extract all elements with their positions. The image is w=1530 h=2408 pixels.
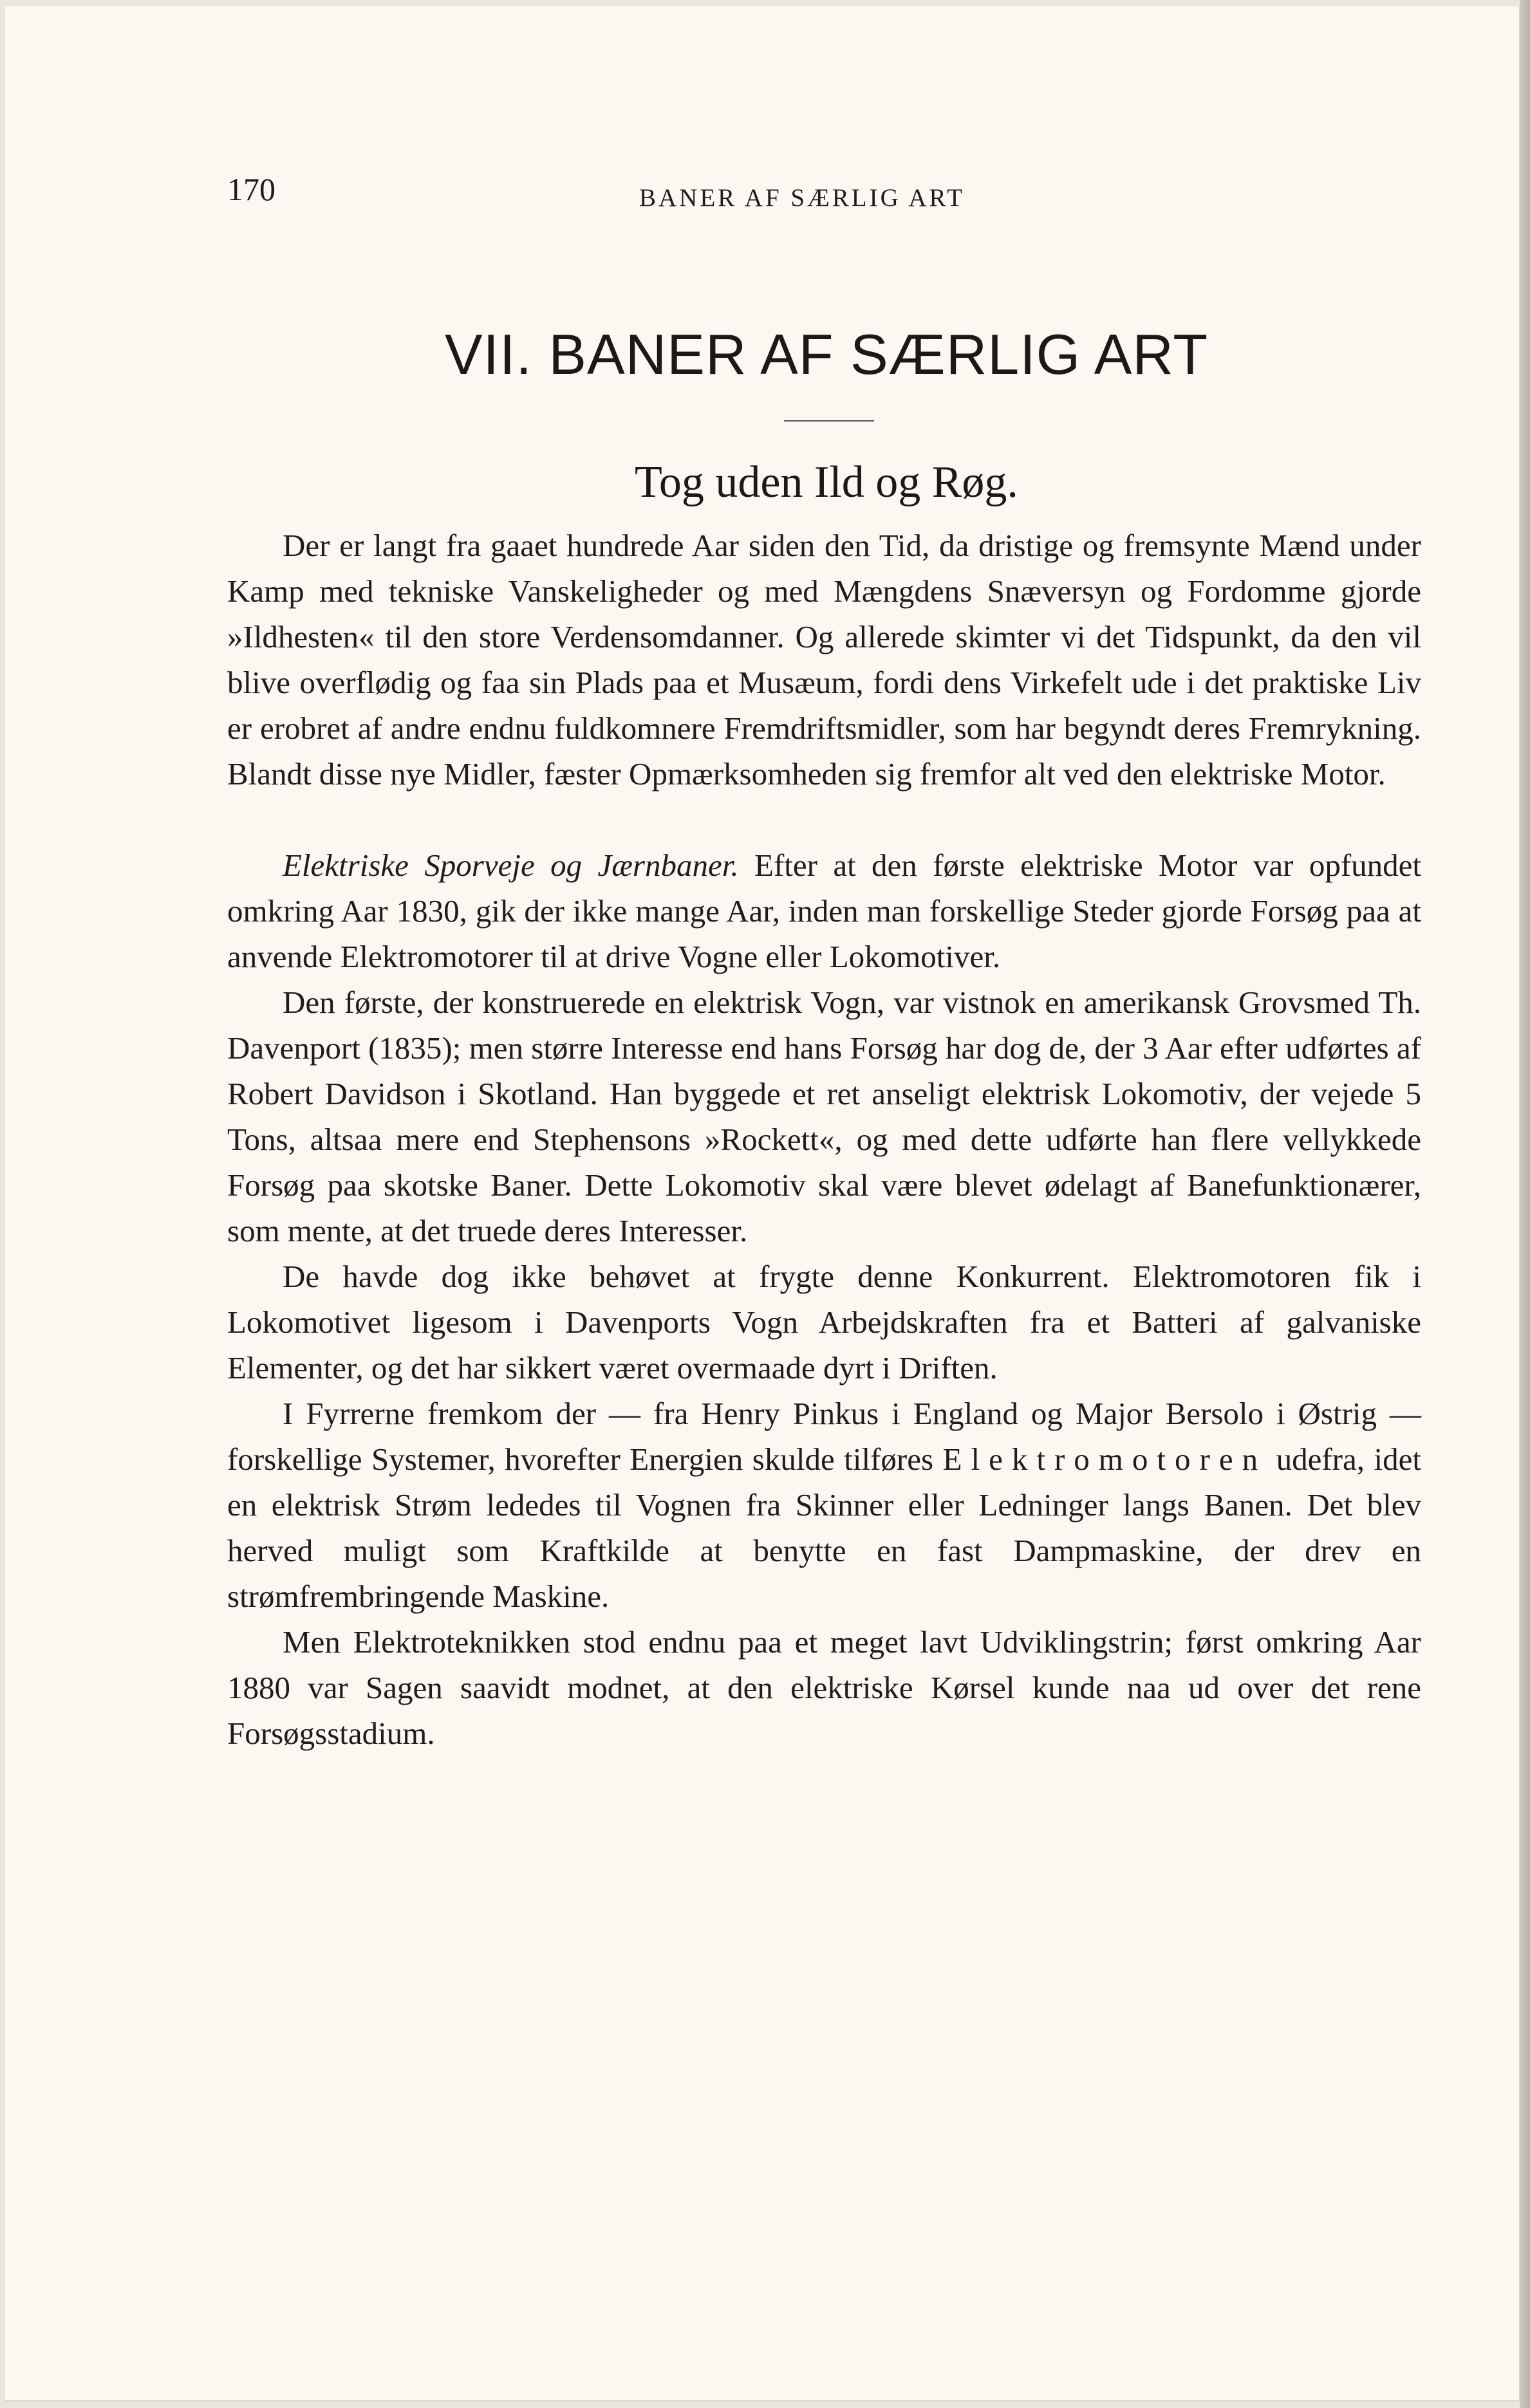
paragraph-text: udefra, idet en elektrisk Strøm lededes til Vognen fra Skinner eller Ledninger langs Banen. Det blev herved muligt som Kraftkilde at benytte en fast Dampmaskine, der drev en strømfrembringende Maskine. <box>227 1441 1421 1614</box>
page-number: 170 <box>227 171 275 207</box>
paragraph: Der er langt fra gaaet hundrede Aar siden den Tid, da dristige og fremsynte Mænd under Kamp med tekniske Vanskeligheder og med Mængdens Snæversyn og Fordomme gjorde »Ildhesten« til den store Verdensomdanner. Og allerede skimter vi det Tidspunkt, da den vil blive overflødig og faa sin Plads paa et Musæum, fordi dens Virkefelt ude i det praktiske Liv er erobret af andre endnu fuldkomnere Fremdriftsmidler, som har begyndt deres Fremrykning. Blandt disse nye Midler, fæster Opmærksomheden sig fremfor alt ved den elektriske Motor. <box>227 528 1421 792</box>
spaced-term: Elektromotoren <box>942 1441 1267 1477</box>
body-text <box>227 523 1421 1756</box>
page-edge <box>1520 0 1530 2408</box>
paragraph: Den første, der konstruerede en elektrisk Vogn, var vistnok en amerikansk Grovsmed Th. Davenport (1835); men større Interesse end hans Forsøg har dog de, der 3 Aar efter udførtes af Robert Davidson i Skotland. Han byggede et ret anseligt elektrisk Lokomotiv, der vejede 5 Tons, altsaa mere end Stephensons »Rockett«, og med dette udførte han flere vellykkede Forsøg paa skotske Baner. Dette Lokomotiv skal være blevet ødelagt af Banefunktionærer, som mente, at det truede deres Interesser. <box>227 985 1421 1248</box>
paragraph <box>227 842 1421 979</box>
paragraph-text: Efter at den første elektriske Motor var opfundet omkring Aar 1830, gik der ikke mange Aar, inden man forskellige Steder gjorde Forsøg paa at anvende Elektromotorer til at drive Vogne eller Lokomotiver. <box>227 847 1422 974</box>
title-divider <box>784 420 874 421</box>
running-head: BANER AF SÆRLIG ART <box>639 184 965 212</box>
paragraph-text: I Fyrrerne fremkom der — fra Henry Pinkus i England og Major Bersolo i Østrig — forskellige Systemer, hvorefter Energien skulde tilføres <box>227 1396 1421 1477</box>
section-title: Tog uden Ild og Røg. <box>635 458 1018 507</box>
paragraph-heading: Elektriske Sporveje og Jærnbaner. <box>283 847 739 883</box>
paragraph <box>227 1391 1421 1619</box>
paragraph: De havde dog ikke behøvet at frygte denne Konkurrent. Elektromotoren fik i Lokomotivet ligesom i Davenports Vogn Arbejdskraften fra et Batteri af galvaniske Elementer, og det har sikkert været overmaade dyrt i Driften. <box>227 1259 1421 1385</box>
book-page <box>5 6 1521 2402</box>
paragraph: Men Elektroteknikken stod endnu paa et meget lavt Udviklingstrin; først omkring Aar 1880 var Sagen saavidt modnet, at den elektriske Kørsel kunde naa ud over det rene Forsøgsstadium. <box>227 1624 1421 1751</box>
chapter-title: VII. BANER AF SÆRLIG ART <box>444 322 1209 386</box>
